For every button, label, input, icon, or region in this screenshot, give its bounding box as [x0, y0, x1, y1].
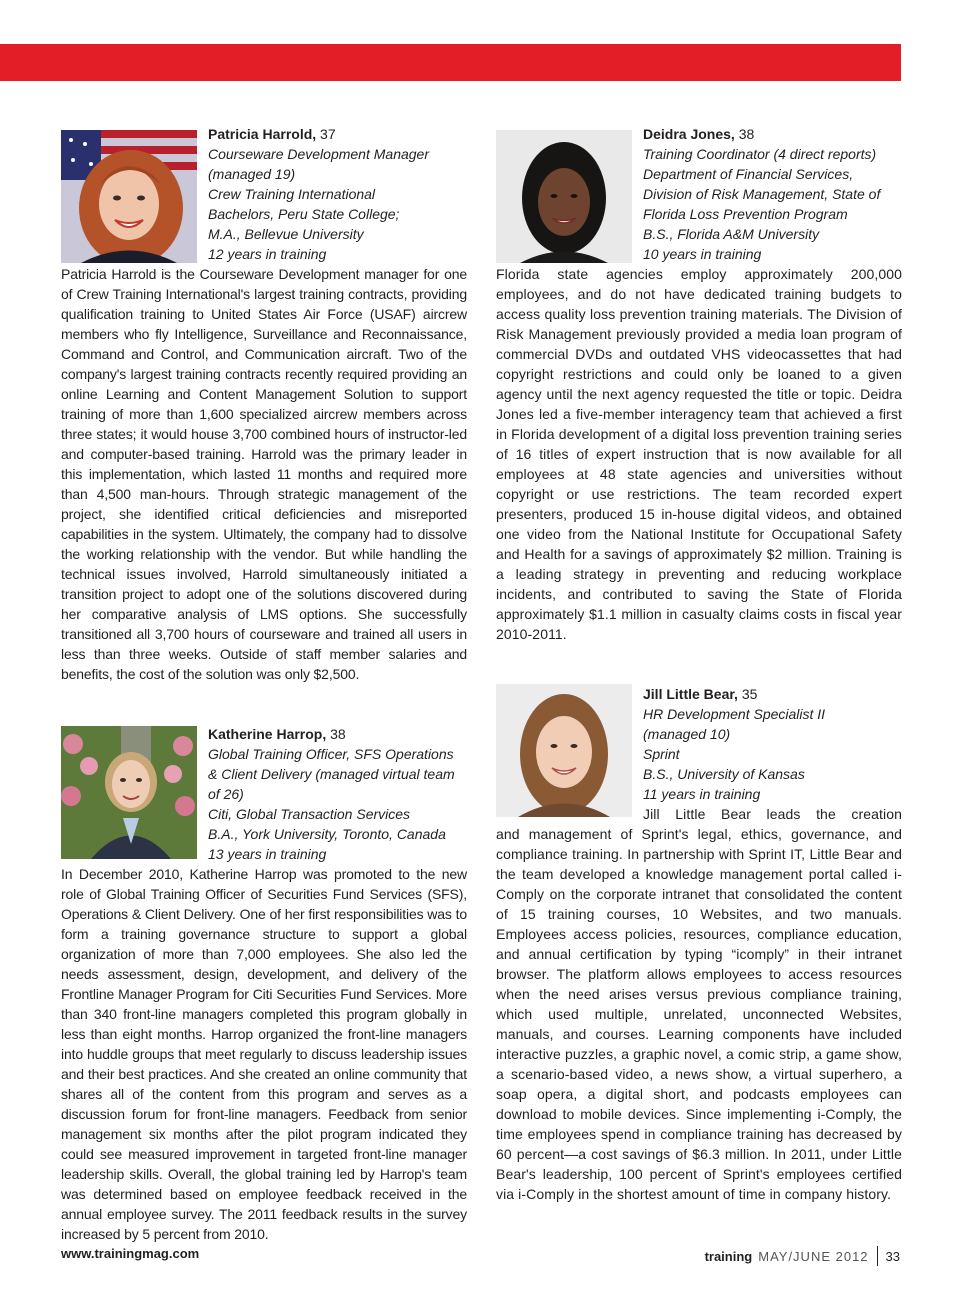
profile-details: [208, 124, 467, 264]
name-line: [208, 124, 467, 144]
portrait-photo-littlebear: [496, 684, 632, 817]
name-line: [643, 124, 902, 144]
folio-divider: [877, 1246, 878, 1266]
job-title-cont: & Client Delivery (managed virtual team: [208, 766, 455, 782]
organization: Department of Financial Services,: [643, 166, 854, 182]
education: B.A., York University, Toronto, Canada: [208, 826, 446, 842]
person-age: 37: [320, 126, 336, 142]
footer-website: www.trainingmag.com: [61, 1246, 200, 1261]
portrait-photo-harrop: [61, 726, 197, 859]
organization-cont: Florida Loss Prevention Program: [643, 206, 848, 222]
organization-cont: Division of Risk Management, State of: [643, 186, 881, 202]
profile-details: [208, 724, 467, 864]
portrait-photo-jones: [496, 130, 632, 263]
organization: Crew Training International: [208, 186, 376, 202]
name-line: [208, 724, 467, 744]
portrait-photo-harrold: [61, 130, 197, 263]
person-name: Deidra Jones,: [643, 126, 735, 142]
profile-patricia-harrold: [61, 124, 467, 684]
years-in-training: 12 years in training: [208, 246, 327, 262]
profile-body-text: In December 2010, Katherine Harrop was promoted to the new role of Global Training Officer of Securities Fund Services (SFS), Operations & Client Delivery. One of her first responsibilities was to form a training governance structure to support a global organization of more than 7,000 employees. She also led the needs assessment, design, development, and delivery of the Frontline Manager Program for Citi Securities Fund Services. More than 340 front-line managers completed this program globally in less than eight months. Harrop organized the front-line managers into huddle groups that meet regularly to discuss leadership issues and their best practices. And she created an online community that shares all of the content from this program and serves as a discussion forum for front-line managers. Feedback from senior management six months after the pilot program indicated they could see measured improvement in targeted front-line manager leadership skills. Overall, the global training led by Harrop's team was determined based on employee feedback received in the annual employee survey. The 2011 feedback results in the survey increased by 5 percent from 2010.: [61, 866, 467, 1242]
organization: Sprint: [643, 746, 680, 762]
job-title: Courseware Development Manager: [208, 146, 429, 162]
person-name: Katherine Harrop,: [208, 726, 327, 742]
profile-body-text: and management of Sprint's legal, ethics, governance, and compliance training. In partnership with Sprint IT, Little Bear and the team developed a knowledge management portal called i-Comply on the corporate intranet that consolidated the content of 15 training courses, 10 Websites, and two manuals. Employees access policies, resources, compliance education, and annual certification by typing “icomply” in their intranet browser. The platform allows employees to access resources when the need arises versus previous compliance training, which used multiple, unrelated, unconnected Websites, manuals, and courses. Learning components have included interactive puzzles, a graphic novel, a comic strip, a game show, a scenario-based video, a news show, a virtual superhero, a soap opera, a digital short, and podcasts employees can download to mobile devices. Since implementing i-Comply, the time employees spend in compliance training has decreased by 60 percent—a cost savings of $6.3 million. In 2011, under Little Bear's leadership, 100 percent of Sprint's employees certified via i-Comply in the shortest amount of time in company history.: [496, 826, 902, 1202]
job-title: Training Coordinator (4 direct reports): [643, 146, 877, 162]
name-line: [643, 684, 902, 704]
person-age: 38: [738, 126, 755, 142]
years-in-training: 13 years in training: [208, 846, 327, 862]
person-age: 38: [330, 726, 346, 742]
job-title-cont: of 26): [208, 786, 244, 802]
person-name: Jill Little Bear,: [643, 686, 738, 702]
profile-body-text: Florida state agencies employ approximately 200,000 employees, and do not have dedicated training budgets to access quality loss prevention training materials. The Division of Risk Management previously provided a media loan program of commercial DVDs and outdated VHS videocassettes that had copyright restrictions and could only be loaned to a given agency until the next agency requested the title or topic. Deidra Jones led a five-member interagency team that achieved a first in Florida development of a digital loss prevention training series of 16 titles of expert instruction that is now available for all employees at 48 state agencies and universities without copyright or use restrictions. The team recorded expert presenters, produced 15 in-house digital videos, and obtained one video from the National Institute for Occupational Safety and Health for a savings of approximately $2 million. Training is a leading strategy in preventing and reducing workplace incidents, and contributed to saving the State of Florida approximately $1.1 million in casualty claims costs in fiscal year 2010-2011.: [496, 266, 902, 642]
education: B.S., Florida A&M University: [643, 226, 820, 242]
education-cont: M.A., Bellevue University: [208, 226, 364, 242]
organization: Citi, Global Transaction Services: [208, 806, 411, 822]
years-in-training: 11 years in training: [643, 786, 761, 802]
profile-jill-little-bear: [496, 684, 902, 1204]
magazine-name: training: [704, 1248, 753, 1264]
profile-katherine-harrop: [61, 724, 467, 1244]
profile-details: [643, 124, 902, 264]
job-title-cont: (managed 19): [208, 166, 296, 182]
job-title-cont: (managed 10): [643, 726, 731, 742]
top-red-band: [0, 44, 901, 81]
job-title: HR Development Specialist II: [643, 706, 826, 722]
person-name: Patricia Harrold,: [208, 126, 317, 142]
page-number: 33: [885, 1248, 900, 1264]
job-title: Global Training Officer, SFS Operations: [208, 746, 454, 762]
person-age: 35: [741, 686, 758, 702]
education: B.S., University of Kansas: [643, 766, 805, 782]
profile-details: [643, 684, 902, 824]
profile-deidra-jones: [496, 124, 902, 644]
education: Bachelors, Peru State College;: [208, 206, 400, 222]
issue-date: MAY/JUNE 2012: [758, 1248, 869, 1264]
years-in-training: 10 years in training: [643, 246, 762, 262]
footer-folio: [705, 1246, 900, 1266]
body-lead-line: Jill Little Bear leads the creation: [643, 806, 902, 822]
profile-body-text: Patricia Harrold is the Courseware Development manager for one of Crew Training International's largest training contracts, providing qualification training to United States Air Force (USAF) aircrew members who fly Intelligence, Surveillance and Reconnaissance, Command and Control, and Communication aircraft. Two of the company's largest training contracts recently required providing an online Learning and Content Management Solution to support training of more than 1,600 specialized aircrew members across three states; it would house 3,700 combined hours of instructor-led and computer-based training. Harrold was the primary leader in this implementation, which lasted 11 months and required more than 4,500 man-hours. Through strategic management of the project, she identified critical deficiencies and misreported capabilities in the system. Ultimately, the company had to dissolve the working relationship with the vendor. But while handling the technical issues involved, Harrold simultaneously initiated a transition project to adopt one of the solutions discovered during her comparative analysis of LMS options. She successfully transitioned all 3,700 hours of courseware and trained all users in less than three weeks. Outside of staff member salaries and benefits, the cost of the solution was only $2,500.: [61, 266, 467, 682]
